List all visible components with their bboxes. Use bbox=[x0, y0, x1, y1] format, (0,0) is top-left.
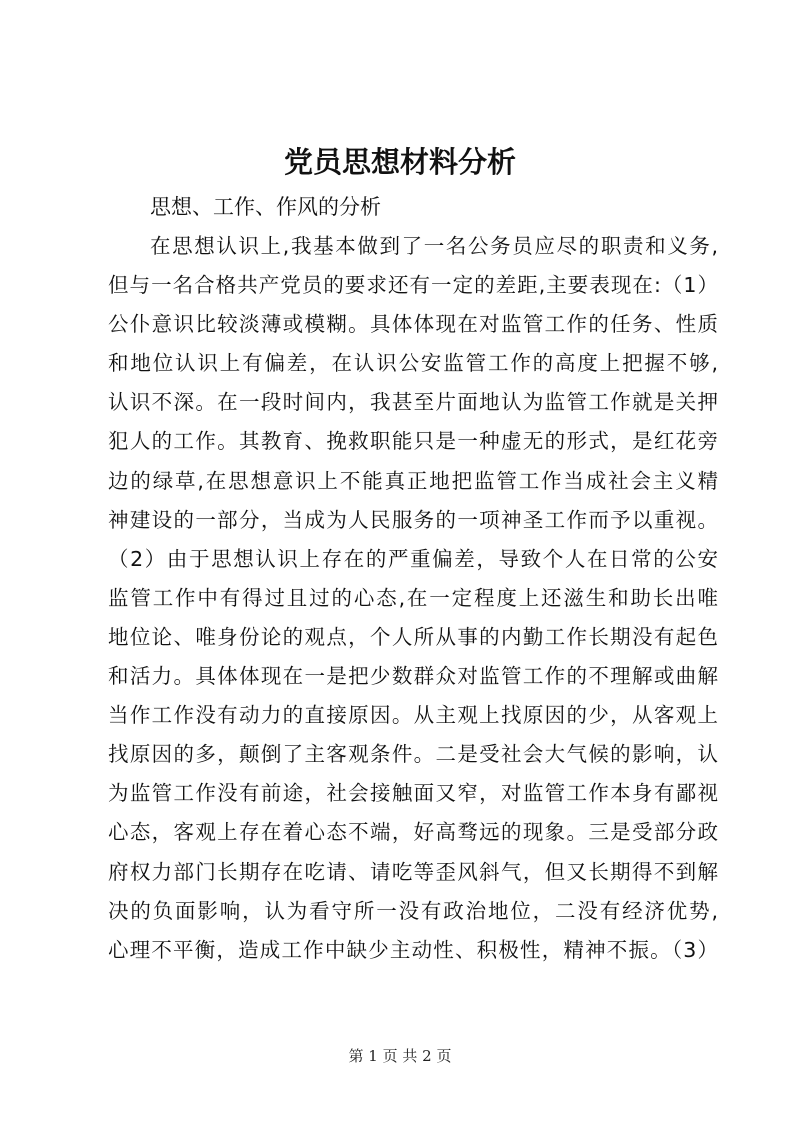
body-line: 心理不平衡，造成工作中缺少主动性、积极性，精神不振。（3） bbox=[108, 937, 718, 962]
body-line: 府权力部门长期存在吃请、请吃等歪风斜气，但又长期得不到解 bbox=[108, 859, 718, 884]
page-number-footer: 第 1 页 共 2 页 bbox=[348, 1047, 452, 1065]
document-title: 党员思想材料分析 bbox=[283, 145, 516, 179]
body-line: 和地位认识上有偏差，在认识公安监管工作的高度上把握不够, bbox=[108, 351, 718, 376]
body-line: 地位论、唯身份论的观点，个人所从事的内勤工作长期没有起色 bbox=[108, 624, 718, 649]
body-line: 在思想认识上,我基本做到了一名公务员应尽的职责和义务, bbox=[150, 234, 718, 258]
body-line: 犯人的工作。其教育、挽救职能只是一种虚无的形式，是红花旁 bbox=[108, 429, 718, 454]
body-line: 为监管工作没有前途，社会接触面又窄，对监管工作本身有鄙视 bbox=[108, 781, 718, 806]
body-line: （2）由于思想认识上存在的严重偏差，导致个人在日常的公安 bbox=[108, 546, 718, 571]
body-line: 监管工作中有得过且过的心态,在一定程度上还滋生和助长出唯 bbox=[108, 585, 718, 610]
body-line: 和活力。具体体现在一是把少数群众对监管工作的不理解或曲解 bbox=[108, 664, 718, 689]
body-line: 边的绿草,在思想意识上不能真正地把监管工作当成社会主义精 bbox=[108, 468, 718, 493]
document-body bbox=[108, 227, 718, 970]
body-line: 当作工作没有动力的直接原因。从主观上找原因的少，从客观上 bbox=[108, 703, 718, 728]
body-line: 公仆意识比较淡薄或模糊。具体体现在对监管工作的任务、性质 bbox=[108, 312, 718, 337]
body-line: 心态，客观上存在着心态不端，好高骛远的现象。三是受部分政 bbox=[108, 820, 718, 845]
body-line: 但与一名合格共产党员的要求还有一定的差距,主要表现在:（1） bbox=[108, 273, 718, 298]
body-line: 神建设的一部分，当成为人民服务的一项神圣工作而予以重视。 bbox=[108, 507, 718, 532]
body-line: 认识不深。在一段时间内，我甚至片面地认为监管工作就是关押 bbox=[108, 390, 718, 415]
body-line: 找原因的多，颠倒了主客观条件。二是受社会大气候的影响，认 bbox=[108, 742, 718, 767]
document-subtitle: 思想、工作、作风的分析 bbox=[150, 195, 381, 219]
body-line: 决的负面影响，认为看守所一没有政治地位，二没有经济优势, bbox=[108, 898, 718, 923]
